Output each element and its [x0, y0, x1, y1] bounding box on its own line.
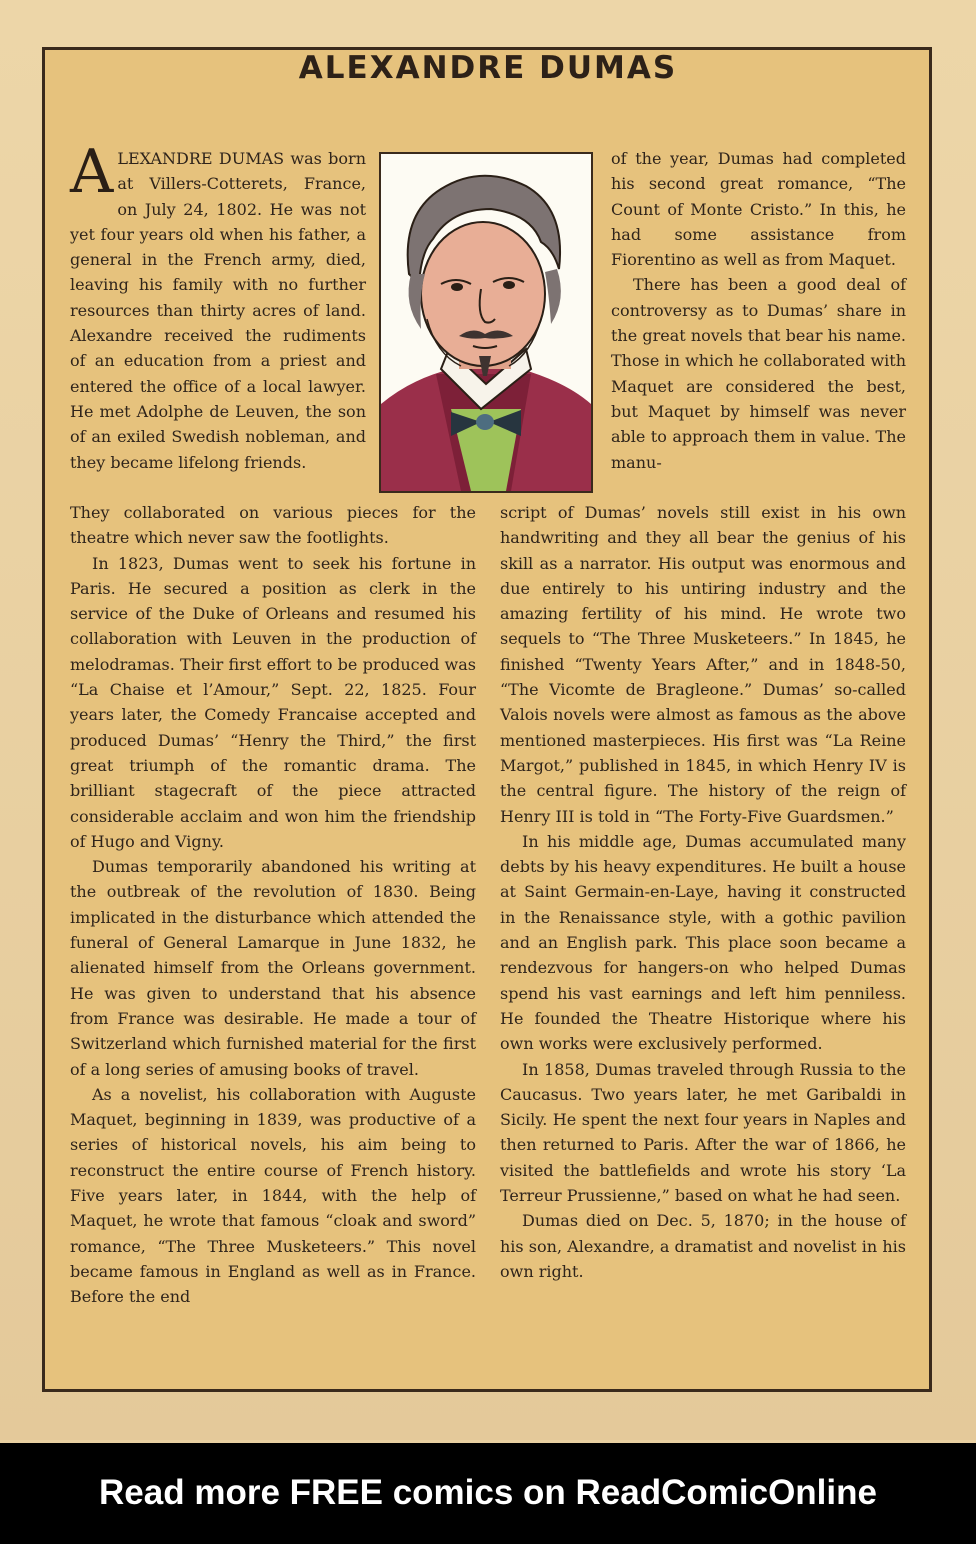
intro-text: LEXANDRE DUMAS was born at Villers-Cotterets, France, on July 24, 1802. He was not yet four years old when his father, a general in the French army, died, leaving his family with no further resources than thirty acres of land. Alexandre received the rudiments of an education from a priest and entered the office of a local lawyer. He met Adolphe de Leuven, the son of an exiled Swedish nobleman, and they became lifelong friends. [70, 149, 366, 472]
paragraph-novelist: As a novelist, his collaboration with Auguste Maquet, beginning in 1839, was productive of a series of historical novels, his aim being to reconstruct the entire course of French history. Five years later, in 1844, with the help of Maquet, he wrote that famous “cloak and sword” romance, “The Three Musketeers.” This novel became famous in England as well as in France. Before the end [70, 1084, 476, 1307]
paragraph-middle-age: In his middle age, Dumas accumulated many debts by his heavy expenditures. He built a house at Saint Germain-en-Laye, having it constructed in the Renaissance style, with a gothic pavilion and an English park. This place soon became a rendezvous for hangers-on who helped Dumas spend his vast earnings and left him penniless. He founded the Theatre Historique where his own works were exclusively performed. [500, 831, 906, 1054]
column-right-bottom [500, 500, 906, 1284]
paragraph-monte-cristo: of the year, Dumas had completed his second great romance, “The Count of Monte Cristo.” In this, he had some assistance from Fiorentino as well as from Maquet. [611, 149, 906, 270]
paragraph-paris: In 1823, Dumas went to seek his fortune in Paris. He secured a position as clerk in the service of the Duke of Orleans and resumed his collaboration with Leuven in the production of melodramas. Their first effort to be produced was “La Chaise et l’Amour,” Sept. 22, 1825. Four years later, the Comedy Francaise accepted and produced Dumas’ “Henry the Third,” the first great triumph of the romantic drama. The brilliant stagecraft of the piece attracted considerable acclaim and won him the friendship of Hugo and Vigny. [70, 553, 476, 851]
column-left-bottom [70, 500, 476, 1310]
article-title: ALEXANDRE DUMAS [298, 50, 678, 86]
paragraph-travels: In 1858, Dumas traveled through Russia to the Caucasus. Two years later, he met Garibaldi in Sicily. He spent the next four years in Naples and then returned to Paris. After the war of 1866, he visited the battlefields and wrote his story ‘La Terreur Prussienne,” based on what he had seen. [500, 1059, 906, 1206]
paragraph-intro [70, 137, 366, 475]
paragraph-intro-tail: They collaborated on various pieces for the theatre which never saw the footlights. [70, 503, 476, 548]
drop-cap: A [70, 137, 114, 207]
paragraph-death: Dumas died on Dec. 5, 1870; in the house of his son, Alexandre, a dramatist and novelist in his own right. [500, 1211, 906, 1281]
promo-banner-text[interactable]: Read more FREE comics on ReadComicOnline [99, 1473, 877, 1512]
column-right-top [611, 146, 906, 475]
paragraph-controversy-tail: script of Dumas’ novels still exist in his own handwriting and they all bear the genius of his skill as a narrator. His output was enormous and due entirely to his untiring industry and the amazing fertility of his mind. He wrote two sequels to “The Three Musketeers.” In 1845, he finished “Twenty Years After,” and in 1848-50, “The Vicomte de Bragleone.” Dumas’ so-called Valois novels were almost as famous as the above mentioned masterpieces. His first was “La Reine Margot,” published in 1845, in which Henry IV is the central figure. The history of the reign of Henry III is told in “The Forty-Five Guardsmen.” [500, 503, 906, 826]
column-left-top [70, 137, 366, 475]
paragraph-controversy: There has been a good deal of controversy as to Dumas’ share in the great novels that bear his name. Those in which he collaborated with Maquet are considered the best, but Maquet by himself was never able to approach them in value. The manu- [611, 275, 906, 472]
paragraph-revolution: Dumas temporarily abandoned his writing at the outbreak of the revolution of 1830. Being implicated in the disturbance which attended the funeral of General Lamarque in June 1832, he alienated himself from the Orleans government. He was given to understand that his absence from France was desirable. He made a tour of Switzerland which furnished material for the first of a long series of amusing books of travel. [70, 857, 476, 1079]
dumas-portrait-icon [381, 154, 591, 491]
portrait-illustration [379, 152, 593, 493]
